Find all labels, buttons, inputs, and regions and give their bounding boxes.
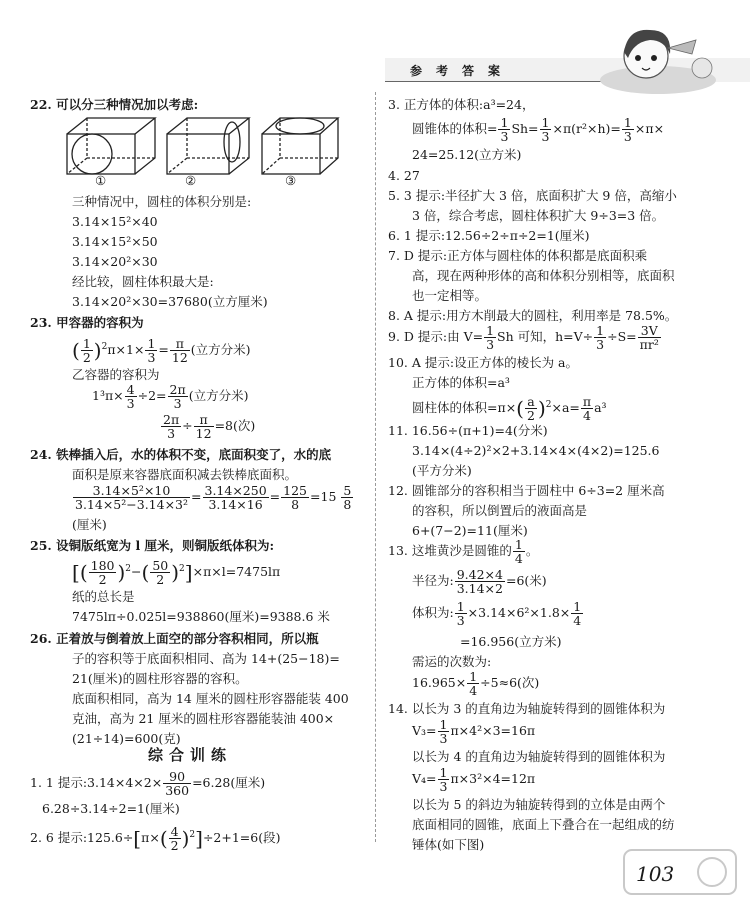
r14-line1: 14. 以长为 3 的直角边为轴旋转得到的圆锥体积为	[388, 701, 666, 716]
r13-title: 13. 这堆黄沙是圆锥的 $\frac{1}{4}$ 。	[388, 537, 539, 566]
q22-line3: 3.14×15²×50	[72, 234, 158, 249]
r5-line2: 3 倍，综合考虑，圆柱体积扩大 9÷3=3 倍。	[412, 208, 665, 223]
r13-volume: 体积为: $\frac{1}{3}$ ×3.14×6²×1.8× $\frac{1}{4}$	[412, 599, 582, 628]
q25-line2: 纸的总长是	[72, 589, 135, 604]
figure-label-1: ①	[95, 173, 107, 188]
r12-line1: 12. 圆锥部分的容积相当于圆柱中 6÷3=2 厘米高	[388, 483, 665, 498]
r14-v4: V₄= $\frac{1}{3}$ π×3²×4=12π	[412, 765, 536, 794]
s1-formula: 1. 1 提示:3.14×4×2× $\frac{90}{360}$ =6.28(厘米)	[30, 769, 266, 798]
r13-radius: 半径为: $\frac{9.42\times 4}{3.14\times 2}$ =6(米)	[412, 567, 547, 596]
q22-line1: 三种情况中，圆柱的体积分别是:	[72, 194, 252, 209]
r13-line4: =16.956(立方米)	[460, 634, 562, 649]
q26-line3: 21(厘米)的圆柱形容器的容积。	[72, 671, 248, 686]
q23-line2: 乙容器的容积为	[72, 367, 160, 382]
r3-line3: 24=25.12(立方米)	[412, 147, 522, 162]
q24-line1: 面积是原来容器底面积减去铁棒底面积。	[72, 467, 298, 482]
r14-line5: 以长为 5 的斜边为轴旋转得到的立体是由两个	[412, 797, 666, 812]
r12-line2: 的容积，所以倒置后的液面高是	[412, 503, 588, 518]
q25-line3: 7475lπ÷0.025l=938860(厘米)=9388.6 米	[72, 609, 330, 624]
r10-line2: 正方体的体积=a³	[412, 375, 510, 390]
cartoon-girl-icon	[598, 18, 728, 98]
q22-line2: 3.14×15²×40	[72, 214, 158, 229]
r7-line3: 也一定相等。	[412, 288, 488, 303]
figure-label-3: ③	[285, 173, 297, 188]
r3-line1: 3. 正方体的体积:a³=24，	[388, 97, 535, 112]
q23-formula3: $\frac{2\pi}{3}$ ÷ $\frac{\pi}{12}$ =8(次)	[163, 412, 256, 441]
page-number: 103	[636, 862, 675, 886]
r4: 4. 27	[388, 168, 420, 183]
q23-formula1: ( $\frac{1}{2}$ )$^2$π×1× $\frac{1}{3}$ = $\frac{\pi}{12}$ (立方分米)	[72, 336, 251, 366]
s1-line2: 6.28÷3.14÷2=1(厘米)	[42, 801, 180, 816]
r5-line1: 5. 3 提示:半径扩大 3 倍，底面积扩大 9 倍，高缩小	[388, 188, 677, 203]
q24-title: 24. 铁棒插入后，水的体积不变，底面积变了，水的底	[30, 447, 332, 462]
q23-title: 23. 甲容器的容积为	[30, 315, 144, 330]
r13-trips: 16.965× $\frac{1}{4}$ ÷5≈6(次)	[412, 669, 540, 698]
r8: 8. A 提示:用方木削最大的圆柱，利用率是 78.5%。	[388, 308, 678, 323]
q25-formula: [( $\frac{180}{2}$ )$^2$−( $\frac{50}{2}$ )$^2$]×π×l=7475lπ	[72, 558, 281, 588]
q26-line1: 26. 正着放与倒着放上面空的部分容积相同，所以瓶	[30, 631, 319, 646]
q26-line2: 子的容积等于底面积相同、高为 14+(25−18)=	[72, 651, 340, 666]
q24-unit: (厘米)	[72, 517, 107, 532]
q26-line4: 底面积相同，高为 14 厘米的圆柱形容器能装 400	[72, 691, 349, 706]
section-title: 综合训练	[148, 746, 233, 764]
r10-formula: 圆柱体的体积=π×( $\frac{a}{2}$ )$^2$×a= $\frac{\pi}{4}$ a³	[412, 394, 607, 424]
q22-title: 22. 可以分三种情况加以考虑:	[30, 97, 199, 112]
r14-line7: 锤体(如下图)	[412, 837, 485, 852]
r12-line3: 6+(7−2)=11(厘米)	[412, 523, 528, 538]
q23-formula2: 1³π× $\frac{4}{3}$ ÷2= $\frac{2\pi}{3}$ (立方分米)	[92, 382, 249, 411]
r11-line2: 3.14×(4÷2)²×2+3.14×4×(4×2)=125.6	[412, 443, 660, 458]
r9-formula: 9. D 提示:由 V= $\frac{1}{3}$ Sh 可知，h=V÷ $\frac{1}{3}$ ÷S= $\frac{3V}{\text{πr²}}$	[388, 323, 659, 352]
q24-formula: $\frac{\text{3.14×5²×10}}{\text{3.14×5²−3.14×3²}}$ = $\frac{3.14\times 250}{3.14\times 16}$ = $\frac{125}{8}$ =15 $\frac{5}{8}$	[75, 483, 352, 512]
r6: 6. 1 提示:12.56÷2÷π÷2=1(厘米)	[388, 228, 590, 243]
q25-title: 25. 设铜版纸宽为 l 厘米，则铜版纸体积为:	[30, 538, 275, 553]
figure-label-2: ②	[185, 173, 197, 188]
q22-line4: 3.14×20²×30	[72, 254, 158, 269]
q22-line6: 3.14×20²×30=37680(立方厘米)	[72, 294, 268, 309]
r14-line3: 以长为 4 的直角边为轴旋转得到的圆锥体积为	[412, 749, 666, 764]
q26-line5: 克油，高为 21 厘米的圆柱形容器能装油 400×	[72, 711, 335, 726]
r11-line3: (平方分米)	[412, 463, 472, 478]
q26-line6: (21÷14)=600(克)	[72, 731, 181, 746]
r13-line5: 需运的次数为:	[412, 654, 492, 669]
q22-line5: 经比较，圆柱体积最大是:	[72, 274, 214, 289]
r14-line6: 底面相同的圆锥，底面上下叠合在一起组成的纺	[412, 817, 675, 832]
header-title: 参考答案	[410, 64, 515, 78]
s2-formula: 2. 6 提示:125.6÷[π×( $\frac{4}{2}$ )$^2$]÷2+1=6(段)	[30, 824, 281, 854]
r7-line2: 高，现在两种形体的高和体积分别相等，底面积	[412, 268, 675, 283]
column-divider	[375, 92, 377, 842]
r14-v3: V₃= $\frac{1}{3}$ π×4²×3=16π	[412, 717, 536, 746]
r11-line1: 11. 16.56÷(π+1)=4(分米)	[388, 423, 548, 438]
r3-formula: 圆锥体的体积= $\frac{1}{3}$ Sh= $\frac{1}{3}$ ×π(r²×h)= $\frac{1}{3}$ ×π×	[412, 115, 665, 144]
r7-line1: 7. D 提示:正方体与圆柱体的体积都是底面积乘	[388, 248, 648, 263]
r10-line1: 10. A 提示:设正方体的棱长为 a。	[388, 355, 578, 370]
